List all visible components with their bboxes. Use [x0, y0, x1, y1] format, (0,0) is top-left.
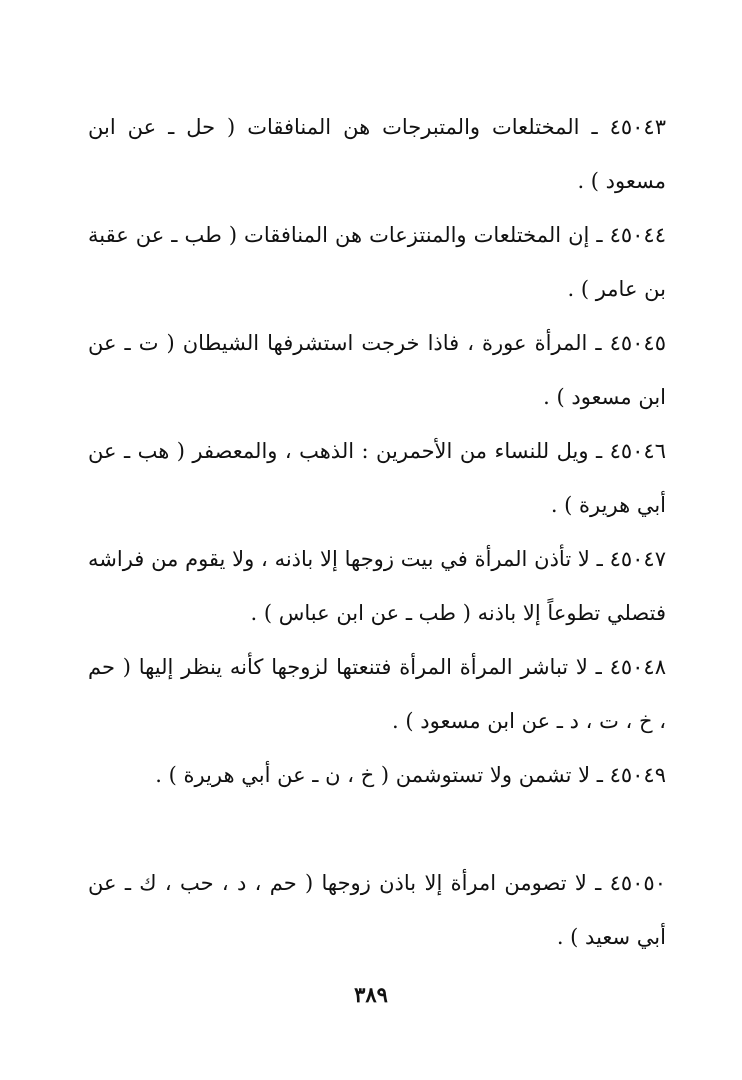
entry-number: ٤٥٠٥٠	[609, 871, 666, 895]
entry-number: ٤٥٠٤٦	[609, 439, 666, 463]
entry-text: ـ لا تباشر المرأة المرأة فتنعتها لزوجها كأنه ينظر إليها ( حم ، خ ، ت ، د ـ عن ابن مسعود ) .	[88, 655, 666, 733]
page-number: ٣٨٩	[354, 982, 388, 1007]
entry-number: ٤٥٠٤٤	[609, 223, 666, 247]
entry-text: ـ إن المختلعات والمنتزعات هن المنافقات ( طب ـ عن عقبة بن عامر ) .	[88, 223, 666, 301]
hadith-list	[88, 100, 666, 964]
entry-number: ٤٥٠٤٧	[609, 547, 666, 571]
entry-text: ـ المرأة عورة ، فاذا خرجت استشرفها الشيطان ( ت ـ عن ابن مسعود ) .	[88, 331, 666, 409]
hadith-entry	[88, 748, 666, 856]
entry-text: ـ لا تأذن المرأة في بيت زوجها إلا باذنه ، ولا يقوم من فراشه فتصلي تطوعاً إلا باذنه ( طب ـ عن ابن عباس ) .	[88, 547, 666, 625]
entry-text: ـ المختلعات والمتبرجات هن المنافقات ( حل ـ عن ابن مسعود ) .	[88, 115, 666, 193]
entry-text: ـ لا تصومن امرأة إلا باذن زوجها ( حم ، د ، حب ، ك ـ عن أبي سعيد ) .	[88, 871, 666, 949]
hadith-entry	[88, 424, 666, 532]
entry-text: ـ لا تشمن ولا تستوشمن ( خ ، ن ـ عن أبي هريرة ) .	[155, 763, 610, 787]
entry-number: ٤٥٠٤٩	[609, 763, 666, 787]
hadith-entry	[88, 856, 666, 964]
hadith-entry	[88, 208, 666, 316]
hadith-entry	[88, 532, 666, 640]
hadith-entry	[88, 100, 666, 208]
entry-number: ٤٥٠٤٥	[609, 331, 666, 355]
entry-number: ٤٥٠٤٣	[609, 115, 666, 139]
hadith-entry	[88, 640, 666, 748]
hadith-entry	[88, 316, 666, 424]
entry-text: ـ ويل للنساء من الأحمرين : الذهب ، والمعصفر ( هب ـ عن أبي هريرة ) .	[88, 439, 666, 517]
entry-number: ٤٥٠٤٨	[609, 655, 666, 679]
